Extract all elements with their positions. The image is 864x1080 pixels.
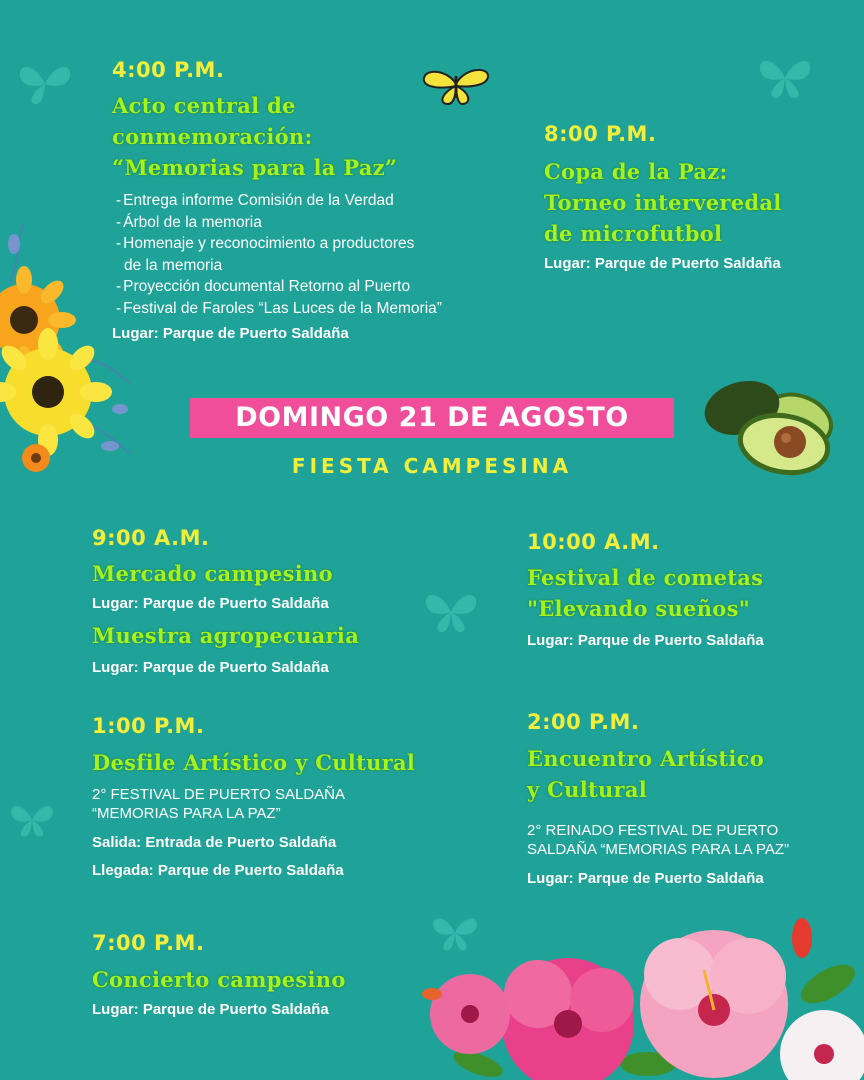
event-title	[527, 562, 847, 624]
butterfly-icon	[8, 798, 56, 842]
event-time: 2:00 P.M.	[527, 710, 640, 734]
event-arrival: Llegada: Parque de Puerto Saldaña	[92, 862, 344, 879]
event-title-line: "Elevando sueños"	[527, 596, 750, 621]
event-title: Mercado campesino	[92, 561, 333, 586]
event-time: 7:00 P.M.	[92, 931, 205, 955]
list-item: - Árbol de la memoria	[114, 212, 534, 234]
butterfly-icon	[422, 584, 480, 640]
event-title-line: Torneo interveredal	[544, 190, 782, 215]
event-location: Lugar: Parque de Puerto Saldaña	[92, 595, 329, 612]
event-description: 2° FESTIVAL DE PUERTO SALDAÑA “MEMORIAS PARA LA PAZ”	[92, 786, 346, 822]
hibiscus-icon	[418, 914, 864, 1080]
avocado-icon	[702, 374, 840, 478]
event-title	[544, 156, 844, 249]
event-title-line: de microfutbol	[544, 221, 723, 246]
event-location: Lugar: Parque de Puerto Saldaña	[92, 1001, 329, 1018]
day-subtitle: FIESTA CAMPESINA	[291, 454, 573, 478]
event-title-line: y Cultural	[527, 777, 648, 802]
event-title-line: Festival de cometas	[527, 565, 764, 590]
event-title-line: Acto central de	[112, 93, 296, 118]
event-title-line: “Memorias para la Paz”	[112, 155, 398, 180]
event-departure: Salida: Entrada de Puerto Saldaña	[92, 834, 337, 851]
event-title: Desfile Artístico y Cultural	[92, 750, 416, 775]
event-description: 2° REINADO FESTIVAL DE PUERTO SALDAÑA “MEMORIAS PARA LA PAZ”	[527, 822, 790, 858]
event-time: 9:00 A.M.	[92, 526, 210, 550]
event-location: Lugar: Parque de Puerto Saldaña	[527, 632, 764, 649]
butterfly-icon	[16, 60, 74, 108]
event-title: Concierto campesino	[92, 967, 346, 992]
event-activity-list	[114, 190, 534, 319]
event-title-line: conmemoración:	[112, 124, 313, 149]
event-title-line: Copa de la Paz:	[544, 159, 728, 184]
list-item: - Proyección documental Retorno al Puerto	[114, 276, 534, 298]
event-time: 10:00 A.M.	[527, 530, 660, 554]
day-banner: DOMINGO 21 DE AGOSTO	[190, 398, 674, 438]
event-time: 8:00 P.M.	[544, 122, 657, 146]
event-location: Lugar: Parque de Puerto Saldaña	[527, 870, 764, 887]
event-location: Lugar: Parque de Puerto Saldaña	[544, 255, 781, 272]
event-time: 1:00 P.M.	[92, 714, 205, 738]
list-item: - Homenaje y reconocimiento a productores de la memoria	[114, 233, 534, 276]
butterfly-icon	[752, 54, 818, 102]
event-location: Lugar: Parque de Puerto Saldaña	[92, 659, 329, 676]
event-time: 4:00 P.M.	[112, 58, 225, 82]
event-title	[527, 743, 847, 805]
list-item: - Festival de Faroles “Las Luces de la Memoria”	[114, 298, 534, 320]
event-title: Muestra agropecuaria	[92, 623, 360, 648]
event-title	[112, 90, 512, 183]
event-location: Lugar: Parque de Puerto Saldaña	[112, 325, 349, 342]
event-title-line: Encuentro Artístico	[527, 746, 765, 771]
list-item: - Entrega informe Comisión de la Verdad	[114, 190, 534, 212]
